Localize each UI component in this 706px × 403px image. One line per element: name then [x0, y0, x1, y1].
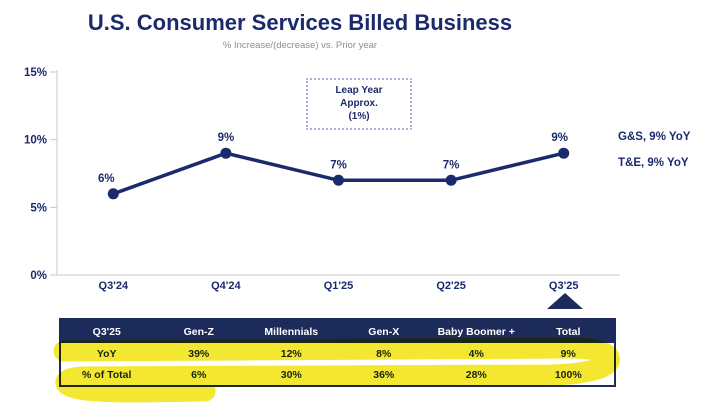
table-cell: 9%: [560, 347, 576, 360]
table-header-row: [60, 319, 615, 343]
data-point-marker: [108, 188, 119, 199]
table-cell: 4%: [468, 347, 484, 360]
table-header-cell: Baby Boomer +: [430, 319, 523, 343]
y-tick-label: 5%: [30, 202, 47, 215]
point-value-label: 9%: [217, 132, 235, 145]
table-header-cell: Gen-Z: [153, 319, 246, 343]
leap-year-annotation: [306, 78, 412, 130]
table-row-pct-of-total: [60, 364, 615, 386]
gs-yoy-label: G&S, 9% YoY: [618, 131, 691, 143]
table-cell: 28%: [465, 368, 487, 381]
data-point-marker: [220, 148, 231, 159]
table-header-cell: Q3'25: [60, 319, 153, 343]
x-axis-label: Q1'25: [323, 280, 354, 292]
data-point-marker: [558, 148, 569, 159]
x-axis-label: Q2'25: [436, 280, 466, 292]
y-tick-label: 0%: [30, 270, 47, 282]
chart-subtitle: % Increase/(decrease) vs. Prior year: [222, 40, 378, 51]
y-tick-label: 15%: [23, 67, 47, 79]
table-cell: 100%: [554, 368, 582, 381]
data-point-marker: [446, 175, 457, 186]
leap-year-line-1: Leap Year: [335, 85, 383, 96]
point-labels: [98, 132, 568, 185]
y-axis: [24, 67, 57, 282]
table-cell: 6%: [191, 368, 207, 381]
leap-year-line-2: Approx.: [340, 98, 378, 110]
data-series: [108, 148, 569, 200]
point-value-label: 6%: [97, 172, 115, 185]
row-label: YoY: [96, 347, 117, 360]
row-label: % of Total: [82, 368, 132, 381]
te-yoy-label: T&E, 9% YoY: [618, 157, 689, 169]
point-value-label: 9%: [551, 132, 569, 145]
x-axis-label: Q4'24: [211, 280, 241, 292]
table-cell: 36%: [373, 368, 395, 381]
y-tick-label: 10%: [23, 134, 47, 147]
table-row-yoy: [60, 343, 615, 364]
table-header-cell: Gen-X: [338, 319, 431, 343]
table-header-cell: Total: [523, 319, 616, 343]
x-axis-label: Q3'24: [98, 280, 129, 292]
table-cell: 39%: [188, 347, 210, 360]
x-axis-labels: [99, 280, 579, 292]
page-title: U.S. Consumer Services Billed Business: [87, 10, 513, 35]
table-cell: 12%: [280, 347, 302, 360]
data-point-marker: [333, 175, 344, 186]
table-header-cell: Millennials: [245, 319, 338, 343]
point-value-label: 7%: [330, 159, 347, 172]
table-cell: 8%: [376, 347, 392, 360]
x-axis-label: Q3'25: [548, 280, 579, 292]
point-value-label: 7%: [442, 159, 460, 172]
demographics-table: [59, 318, 616, 387]
table-pointer-triangle: [547, 293, 583, 309]
table-cell: 30%: [280, 368, 302, 381]
leap-year-line-3: (1%): [348, 111, 370, 123]
